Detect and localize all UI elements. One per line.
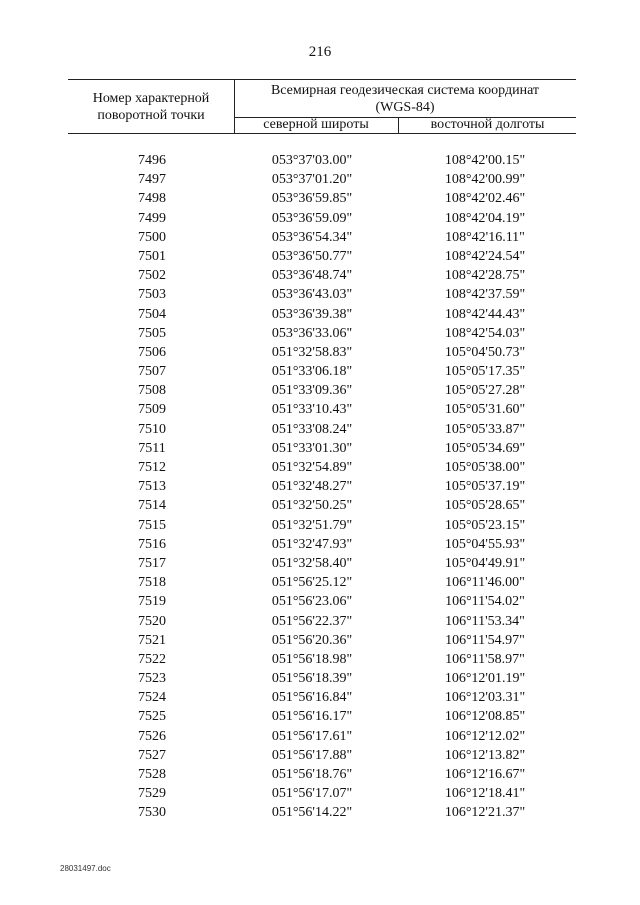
table-row <box>0 285 640 304</box>
longitude-cell: 108°42'04.19" <box>444 210 526 226</box>
table-row <box>0 189 640 208</box>
longitude-cell: 108°42'24.54" <box>444 248 526 264</box>
point-number-cell: 7516 <box>138 536 166 552</box>
table-body <box>0 151 640 823</box>
latitude-cell: 053°36'59.09" <box>271 210 353 226</box>
header-bottom-rule <box>68 133 576 134</box>
latitude-cell: 051°56'22.37" <box>271 613 353 629</box>
header-top-rule <box>68 79 576 80</box>
longitude-cell: 105°05'38.00" <box>444 460 526 475</box>
longitude-cell: 105°05'23.15" <box>444 517 526 533</box>
latitude-cell: 053°36'59.85" <box>271 191 353 207</box>
longitude-cell: 108°42'00.15" <box>444 153 526 168</box>
point-number-cell: 7503 <box>138 287 166 303</box>
point-number-cell: 7508 <box>138 383 166 399</box>
table-row <box>0 420 640 439</box>
point-number-cell: 7502 <box>138 268 166 284</box>
latitude-cell: 051°56'25.12" <box>271 575 353 591</box>
longitude-cell: 105°05'27.28" <box>444 383 526 399</box>
point-number-cell: 7501 <box>138 248 166 264</box>
table-row <box>0 324 640 343</box>
latitude-cell: 051°32'47.93" <box>271 536 353 552</box>
point-number-cell: 7504 <box>138 306 166 322</box>
point-number-cell: 7514 <box>138 498 166 514</box>
longitude-cell: 108°42'44.43" <box>444 306 526 322</box>
table-row <box>0 228 640 247</box>
point-number-cell: 7521 <box>138 632 166 648</box>
latitude-cell: 051°56'18.76" <box>271 767 353 782</box>
longitude-cell: 105°04'49.91" <box>444 555 526 571</box>
longitude-cell: 105°05'34.69" <box>444 440 526 456</box>
latitude-cell: 051°56'23.06" <box>271 594 353 610</box>
point-number-cell: 7520 <box>138 613 166 629</box>
point-number-cell: 7530 <box>138 805 166 821</box>
header-longitude: восточной долготы <box>430 117 545 132</box>
header-coordinate-system-line1: Всемирная геодезическая система координат <box>270 83 540 98</box>
point-number-cell: 7528 <box>138 767 166 782</box>
latitude-cell: 053°36'33.06" <box>271 325 353 341</box>
longitude-cell: 105°04'50.73" <box>444 344 526 360</box>
longitude-cell: 106°11'46.00" <box>445 575 525 591</box>
table-row <box>0 592 640 611</box>
latitude-cell: 051°33'09.36" <box>271 383 353 399</box>
longitude-cell: 108°42'16.11" <box>445 229 525 245</box>
table-row <box>0 573 640 592</box>
header-coordinate-system <box>234 82 576 116</box>
header-point-number <box>68 90 234 124</box>
longitude-cell: 106°12'16.67" <box>444 767 526 782</box>
latitude-cell: 051°32'58.83" <box>271 344 353 360</box>
longitude-cell: 108°42'54.03" <box>444 325 526 341</box>
table-row <box>0 439 640 458</box>
table-row <box>0 688 640 707</box>
point-number-cell: 7518 <box>138 575 166 591</box>
latitude-cell: 051°32'51.79" <box>271 517 353 533</box>
table-row <box>0 362 640 381</box>
point-number-cell: 7499 <box>138 210 166 226</box>
latitude-cell: 051°33'06.18" <box>271 364 353 380</box>
longitude-cell: 106°11'58.97" <box>445 651 525 667</box>
table-row <box>0 612 640 631</box>
table-row <box>0 305 640 324</box>
table-row <box>0 477 640 496</box>
latitude-cell: 051°56'14.22" <box>271 805 353 821</box>
table-row <box>0 151 640 170</box>
point-number-cell: 7523 <box>138 671 166 687</box>
point-number-cell: 7526 <box>138 728 166 744</box>
latitude-cell: 051°33'01.30" <box>271 440 353 456</box>
longitude-cell: 106°12'18.41" <box>444 786 526 802</box>
point-number-cell: 7500 <box>138 229 166 245</box>
longitude-cell: 108°42'00.99" <box>444 172 526 188</box>
latitude-cell: 051°32'58.40" <box>271 555 353 571</box>
longitude-cell: 105°05'31.60" <box>444 402 526 418</box>
point-number-cell: 7519 <box>138 594 166 610</box>
page-number: 216 <box>308 44 332 60</box>
latitude-cell: 051°56'18.39" <box>271 671 353 687</box>
table-row <box>0 247 640 266</box>
point-number-cell: 7498 <box>138 191 166 207</box>
table-row <box>0 765 640 784</box>
longitude-cell: 106°12'21.37" <box>444 805 526 821</box>
longitude-cell: 106°12'12.02" <box>444 728 526 744</box>
point-number-cell: 7510 <box>138 421 166 437</box>
table-row <box>0 650 640 669</box>
table-row <box>0 554 640 573</box>
longitude-cell: 105°05'37.19" <box>444 479 526 495</box>
point-number-cell: 7512 <box>138 460 166 475</box>
latitude-cell: 051°56'16.84" <box>271 690 353 706</box>
table-row <box>0 400 640 419</box>
point-number-cell: 7511 <box>138 440 166 456</box>
table-row <box>0 746 640 765</box>
point-number-cell: 7496 <box>138 153 166 168</box>
header-latitude: северной широты <box>263 117 369 132</box>
latitude-cell: 051°32'50.25" <box>271 498 353 514</box>
table-header <box>68 79 576 134</box>
latitude-cell: 053°36'48.74" <box>271 268 353 284</box>
latitude-cell: 051°56'18.98" <box>271 651 353 667</box>
longitude-cell: 105°05'33.87" <box>444 421 526 437</box>
latitude-cell: 051°56'17.07" <box>271 786 353 802</box>
latitude-cell: 053°36'43.03" <box>271 287 353 303</box>
point-number-cell: 7525 <box>138 709 166 725</box>
longitude-cell: 106°12'03.31" <box>444 690 526 706</box>
longitude-cell: 106°12'08.85" <box>444 709 526 725</box>
longitude-cell: 108°42'37.59" <box>444 287 526 303</box>
point-number-cell: 7497 <box>138 172 166 188</box>
table-row <box>0 170 640 189</box>
latitude-cell: 051°56'17.88" <box>271 747 353 763</box>
latitude-cell: 053°37'03.00" <box>271 153 353 168</box>
table-row <box>0 266 640 285</box>
table-row <box>0 727 640 746</box>
longitude-cell: 105°05'17.35" <box>444 364 526 380</box>
table-row <box>0 381 640 400</box>
longitude-cell: 106°12'13.82" <box>444 747 526 763</box>
latitude-cell: 051°33'08.24" <box>271 421 353 437</box>
longitude-cell: 106°11'54.02" <box>445 594 525 610</box>
point-number-cell: 7505 <box>138 325 166 341</box>
table-row <box>0 516 640 535</box>
table-row <box>0 669 640 688</box>
longitude-cell: 108°42'02.46" <box>444 191 526 207</box>
table-row <box>0 784 640 803</box>
point-number-cell: 7509 <box>138 402 166 418</box>
latitude-cell: 051°33'10.43" <box>271 402 353 418</box>
table-row <box>0 803 640 822</box>
document-reference: 28031497.doc <box>60 864 111 873</box>
point-number-cell: 7524 <box>138 690 166 706</box>
point-number-cell: 7507 <box>138 364 166 380</box>
table-row <box>0 496 640 515</box>
table-row <box>0 535 640 554</box>
latitude-cell: 053°36'39.38" <box>271 306 353 322</box>
point-number-cell: 7529 <box>138 786 166 802</box>
latitude-cell: 051°32'48.27" <box>271 479 353 495</box>
latitude-cell: 053°37'01.20" <box>271 172 353 188</box>
latitude-cell: 051°56'16.17" <box>271 709 353 725</box>
longitude-cell: 106°11'53.34" <box>445 613 525 629</box>
longitude-cell: 106°12'01.19" <box>444 671 526 687</box>
longitude-cell: 108°42'28.75" <box>444 268 526 284</box>
point-number-cell: 7517 <box>138 555 166 571</box>
point-number-cell: 7527 <box>138 747 166 763</box>
header-point-number-line1: Номер характерной <box>92 91 210 106</box>
table-row <box>0 631 640 650</box>
table-row <box>0 458 640 477</box>
table-row <box>0 343 640 362</box>
longitude-cell: 105°04'55.93" <box>444 536 526 552</box>
header-coordinate-system-line2: (WGS-84) <box>375 100 435 115</box>
latitude-cell: 051°32'54.89" <box>271 460 353 475</box>
point-number-cell: 7513 <box>138 479 166 495</box>
latitude-cell: 051°56'17.61" <box>271 728 353 744</box>
latitude-cell: 053°36'50.77" <box>271 248 353 264</box>
point-number-cell: 7515 <box>138 517 166 533</box>
point-number-cell: 7506 <box>138 344 166 360</box>
latitude-cell: 053°36'54.34" <box>271 229 353 245</box>
header-point-number-line2: поворотной точки <box>97 108 205 123</box>
latitude-cell: 051°56'20.36" <box>271 632 353 648</box>
point-number-cell: 7522 <box>138 651 166 667</box>
longitude-cell: 106°11'54.97" <box>445 632 525 648</box>
table-row <box>0 209 640 228</box>
table-row <box>0 707 640 726</box>
longitude-cell: 105°05'28.65" <box>444 498 526 514</box>
